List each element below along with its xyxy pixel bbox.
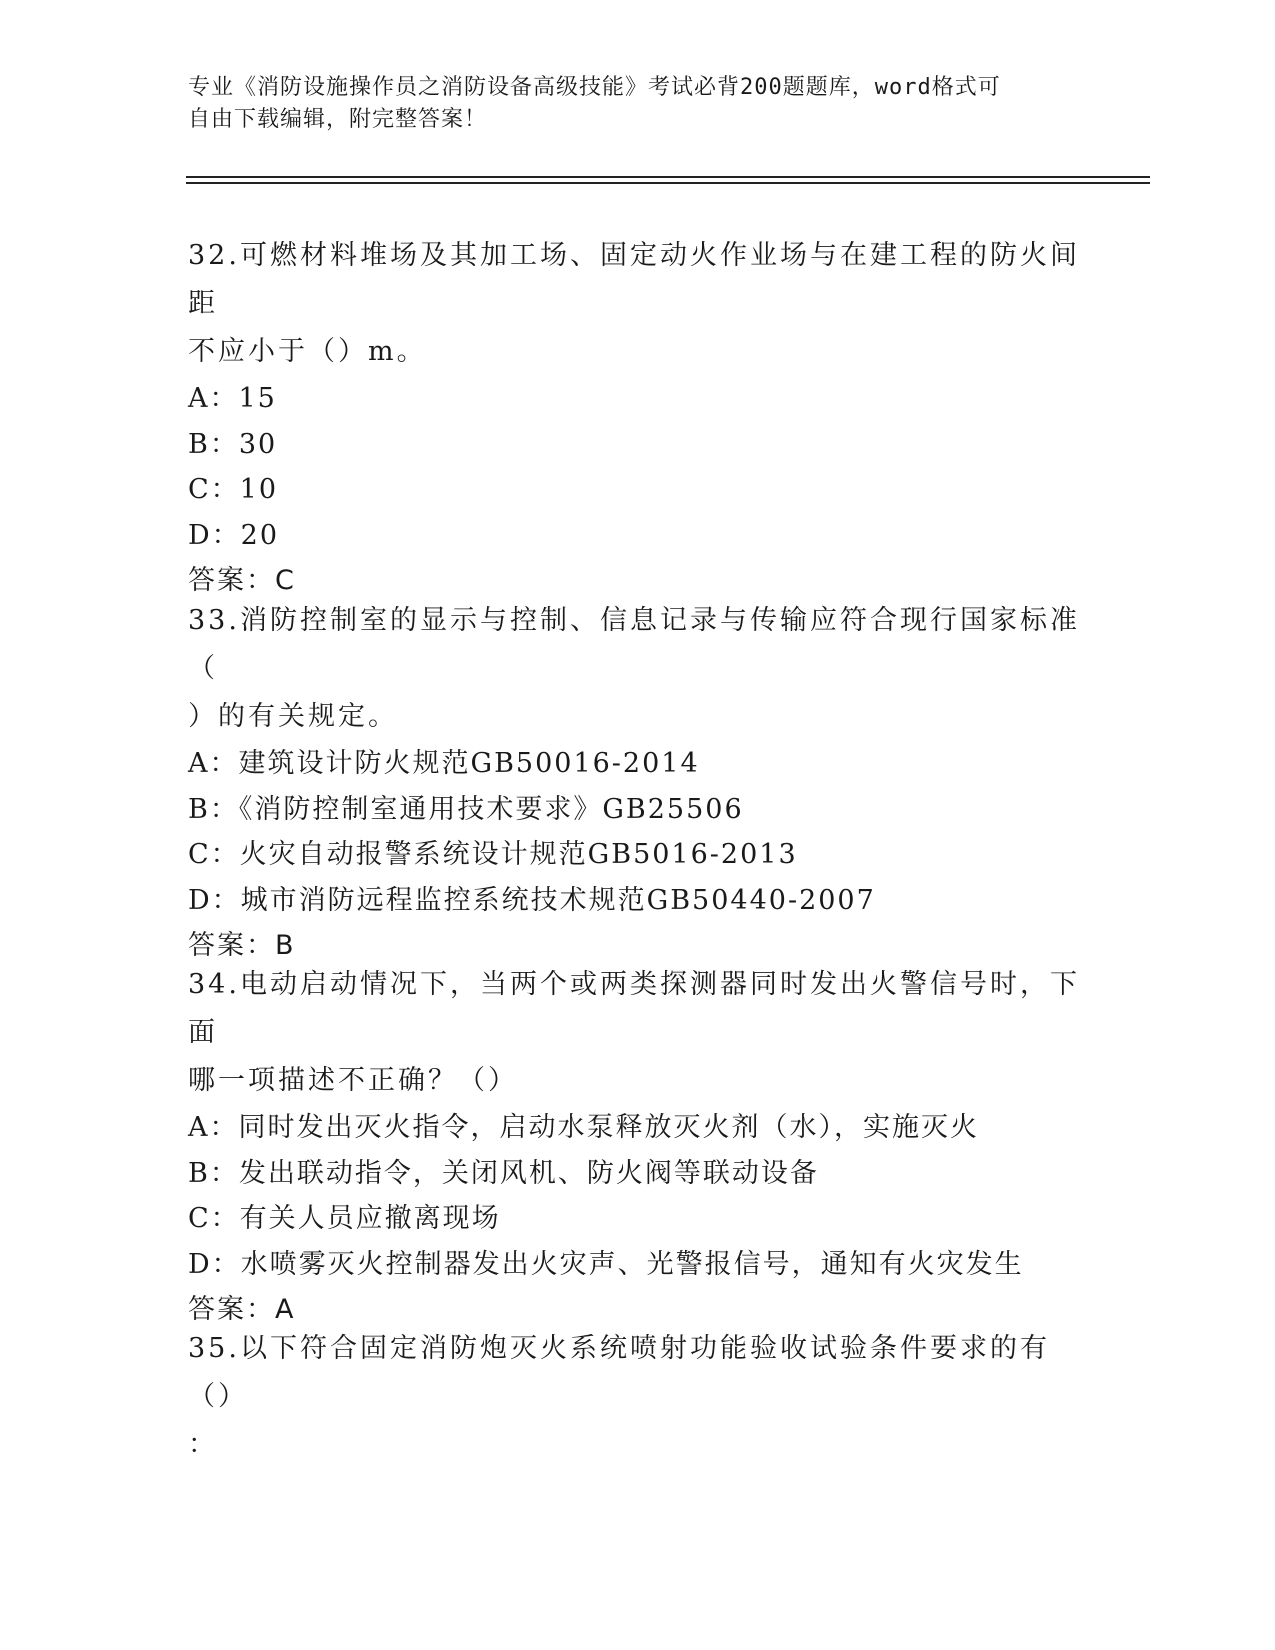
option-a: A：15 (188, 383, 277, 414)
option-b: B：《消防控制室通用技术要求》GB25506 (188, 793, 744, 825)
header-line-2: 自由下载编辑，附完整答案！ (188, 107, 488, 132)
question-text-line: ： (188, 1429, 218, 1460)
question-32 (188, 232, 1088, 604)
question-35 (188, 1325, 1088, 1469)
question-34 (188, 961, 1088, 1333)
question-text-line: 32.可燃材料堆场及其加工场、固定动火作业场与在建工程的防火间距 (188, 240, 1080, 319)
question-text-line: 33.消防控制室的显示与控制、信息记录与传输应符合现行国家标准（ (188, 605, 1080, 684)
answer: 答案：B (188, 930, 296, 961)
option-c: C：火灾自动报警系统设计规范GB5016-2013 (188, 839, 798, 870)
header-line-1: 专业《消防设施操作员之消防设备高级技能》考试必背200题题库，word格式可 (188, 75, 1001, 100)
answer: 答案：C (188, 565, 296, 596)
option-d: D：20 (188, 519, 280, 551)
option-b: B：发出联动指令，关闭风机、防火阀等联动设备 (188, 1157, 819, 1189)
option-b: B：30 (188, 428, 278, 460)
header-divider-top (186, 176, 1150, 178)
header-divider-bottom (186, 182, 1150, 184)
answer: 答案：A (188, 1294, 296, 1325)
question-text-line: 35.以下符合固定消防炮灭火系统喷射功能验收试验条件要求的有（） (188, 1333, 1050, 1412)
option-c: C：10 (188, 474, 279, 505)
document-header (188, 72, 1068, 136)
option-c: C：有关人员应撤离现场 (188, 1203, 501, 1234)
question-text-line: 哪一项描述不正确？（） (188, 1065, 518, 1096)
option-a: A：同时发出灭火指令，启动水泵释放灭火剂（水），实施灭火 (188, 1112, 979, 1143)
option-a: A：建筑设计防火规范GB50016-2014 (188, 748, 700, 779)
option-d: D：城市消防远程监控系统技术规范GB50440-2007 (188, 884, 876, 916)
question-text-line: ）的有关规定。 (188, 701, 398, 732)
question-text-line: 34.电动启动情况下，当两个或两类探测器同时发出火警信号时，下面 (188, 969, 1080, 1048)
question-text-line: 不应小于（）m。 (188, 336, 427, 367)
question-33 (188, 597, 1088, 969)
option-d: D：水喷雾灭火控制器发出火灾声、光警报信号，通知有火灾发生 (188, 1248, 1024, 1280)
